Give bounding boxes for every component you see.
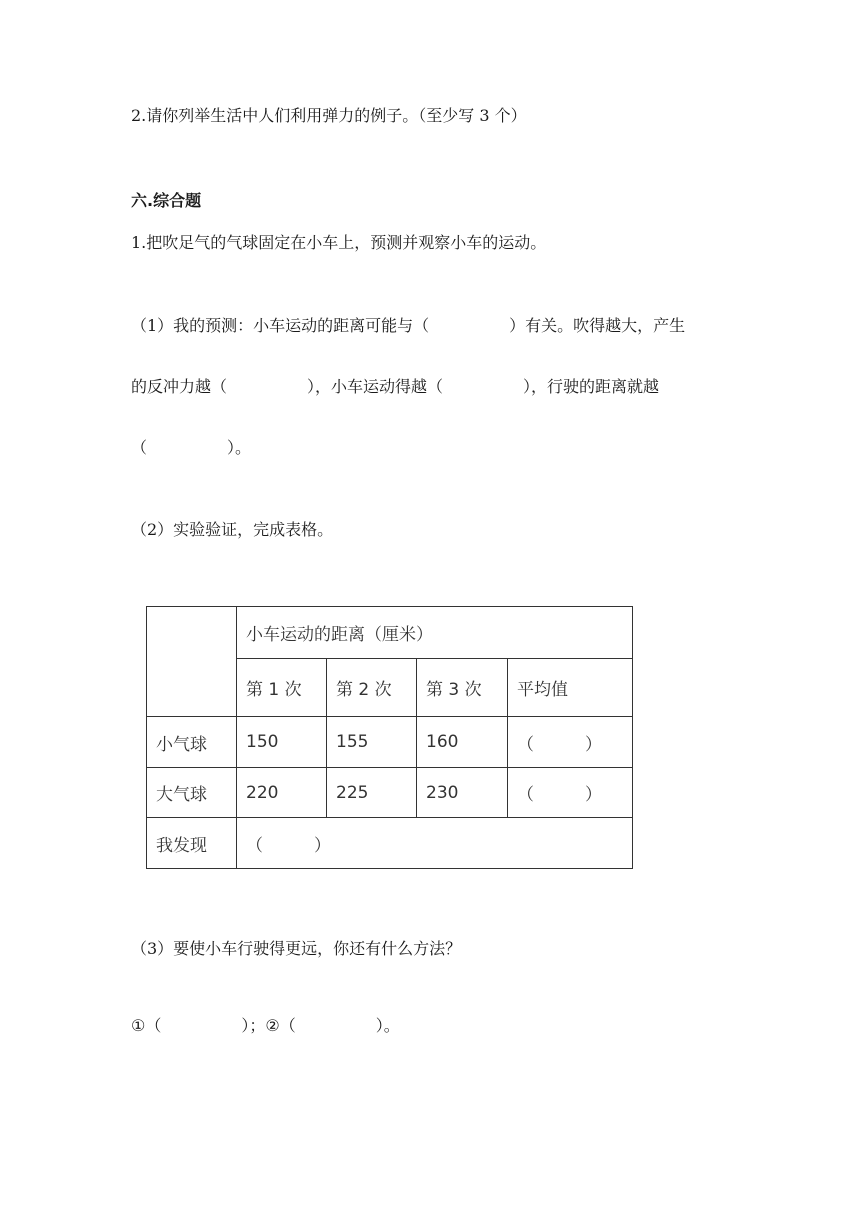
table-row	[147, 818, 633, 869]
table-cell-blank: （ ）	[508, 768, 633, 818]
table-cell: 230	[417, 768, 508, 818]
table-row	[147, 768, 633, 818]
prediction-line-2: 的反冲力越（ ），小车运动得越（ ），行驶的距离就越	[131, 377, 660, 396]
row-label: 小气球	[147, 717, 237, 768]
table-corner-cell	[147, 607, 237, 717]
method-question: （3）要使小车行驶得更远，你还有什么方法？	[131, 939, 462, 958]
table-col-header: 第 3 次	[417, 659, 508, 717]
finding-cell: （ ）	[237, 818, 633, 869]
experiment-table	[146, 606, 633, 869]
verification-prompt: （2）实验验证，完成表格。	[131, 520, 334, 539]
table-col-header: 平均值	[508, 659, 633, 717]
table-cell: 220	[237, 768, 327, 818]
prediction-line-1: （1）我的预测：小车运动的距离可能与（ ）有关。吹得越大，产生	[131, 316, 686, 335]
section-title: 六.综合题	[131, 191, 202, 210]
prediction-line-3: （ ）。	[131, 438, 252, 457]
table-header-main: 小车运动的距离（厘米）	[237, 607, 633, 659]
question-1: 1.把吹足气的气球固定在小车上，预测并观察小车的运动。	[131, 233, 547, 252]
row-label: 大气球	[147, 768, 237, 818]
table-col-header: 第 2 次	[327, 659, 417, 717]
table-cell: 225	[327, 768, 417, 818]
table-col-header: 第 1 次	[237, 659, 327, 717]
table-cell-blank: （ ）	[508, 717, 633, 768]
question-2: 2.请你列举生活中人们利用弹力的例子。（至少写 3 个）	[131, 106, 527, 125]
row-label: 我发现	[147, 818, 237, 869]
table-cell: 160	[417, 717, 508, 768]
method-answers: ①（ ）；②（ ）。	[131, 1016, 400, 1035]
table-cell: 150	[237, 717, 327, 768]
table-cell: 155	[327, 717, 417, 768]
table-row	[147, 717, 633, 768]
